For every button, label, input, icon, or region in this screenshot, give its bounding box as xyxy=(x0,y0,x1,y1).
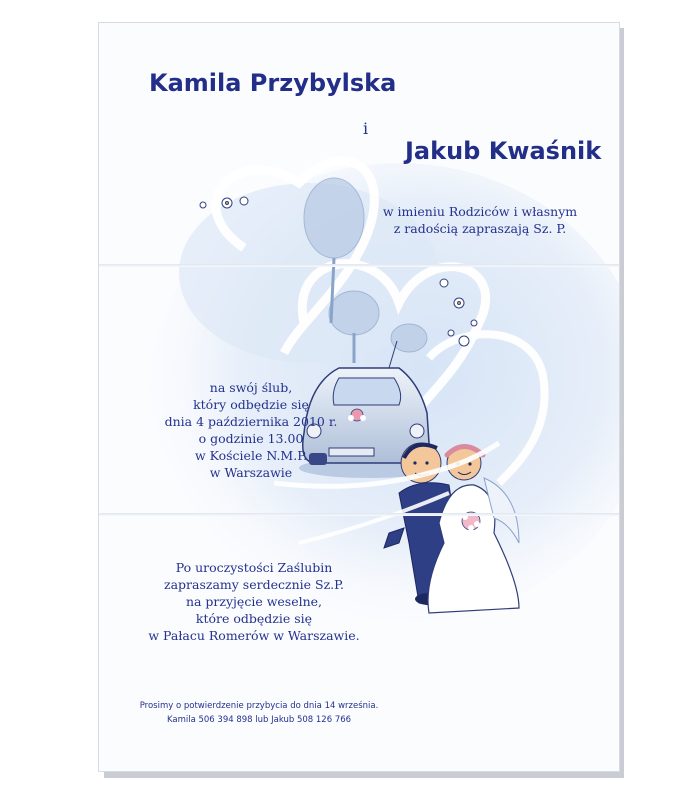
reception-text xyxy=(139,559,369,644)
conjunction: i xyxy=(363,119,369,138)
ceremony-line: dnia 4 października 2010 r. xyxy=(164,414,338,429)
fold-line-bottom xyxy=(99,513,619,516)
groom-name: Jakub Kwaśnik xyxy=(405,137,602,165)
invite-text xyxy=(365,203,595,237)
rsvp-text xyxy=(109,699,409,727)
ceremony-line: na swój ślub, xyxy=(209,380,293,395)
reception-line: Po uroczystości Zaślubin xyxy=(175,560,333,575)
rsvp-line: Kamila 506 394 898 lub Jakub 508 126 766 xyxy=(166,715,352,725)
ceremony-text xyxy=(161,379,341,481)
invite-line: w imieniu Rodziców i własnym xyxy=(382,204,578,219)
invitation-card xyxy=(98,22,620,772)
ceremony-line: o godzinie 13.00 xyxy=(198,431,304,446)
invite-line: z radością zapraszają Sz. P. xyxy=(393,221,567,236)
ceremony-line: który odbędzie się xyxy=(193,397,309,412)
rsvp-line: Prosimy o potwierdzenie przybycia do dnia 14 września. xyxy=(139,701,379,711)
reception-line: w Pałacu Romerów w Warszawie. xyxy=(148,628,360,643)
fold-line-top xyxy=(99,264,619,267)
reception-line: na przyjęcie weselne, xyxy=(185,594,323,609)
ceremony-line: w Warszawie xyxy=(209,465,293,480)
bride-name: Kamila Przybylska xyxy=(149,69,397,97)
ceremony-line: w Kościele N.M.P. xyxy=(194,448,308,463)
reception-line: które odbędzie się xyxy=(195,611,313,626)
reception-line: zapraszamy serdecznie Sz.P. xyxy=(164,577,344,592)
